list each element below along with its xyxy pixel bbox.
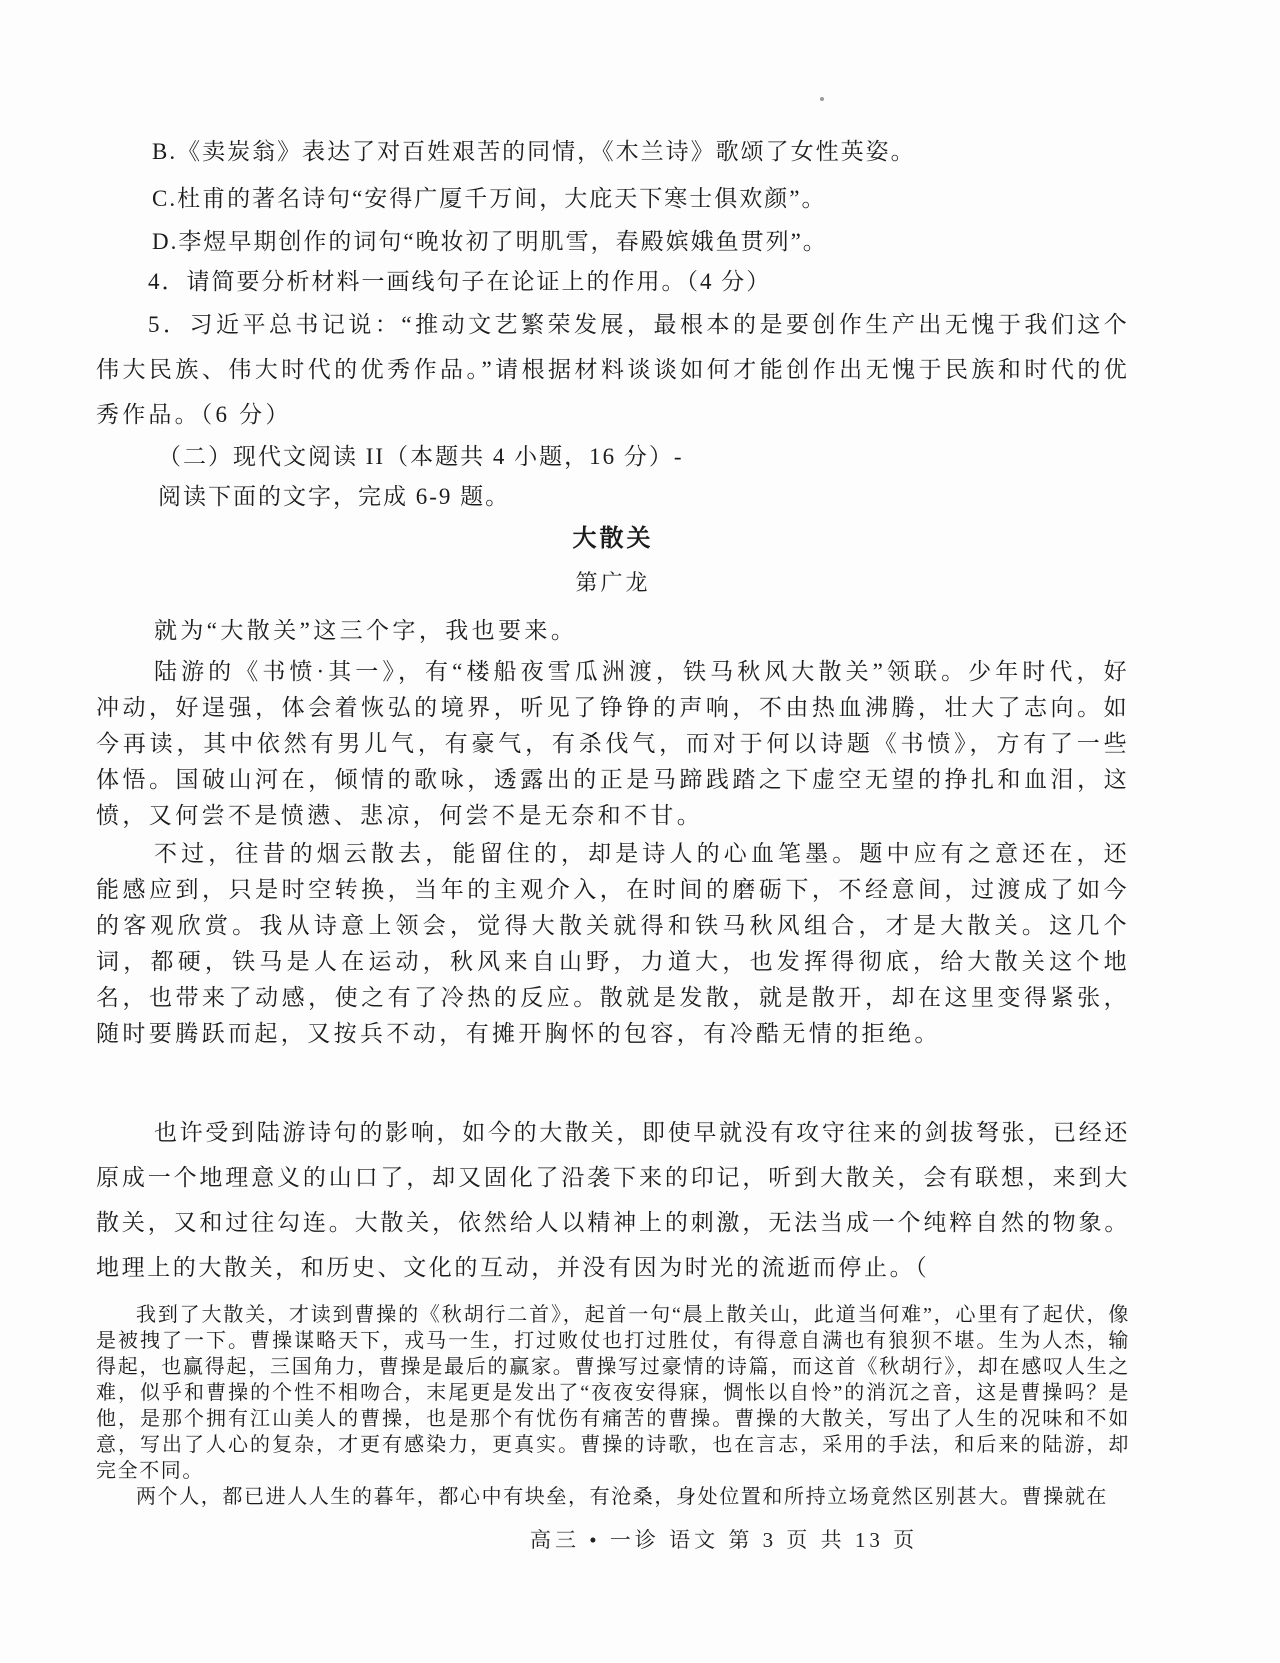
choice-option-b: B.《卖炭翁》表达了对百姓艰苦的同情，《木兰诗》歌颂了女性英姿。	[152, 139, 916, 164]
essay-paragraph-2: 陆游的《书愤·其一》，有“楼船夜雪瓜洲渡，铁马秋风大散关”领联。少年时代，好冲动，好逞强，体会着恢弘的境界，听见了铮铮的声响，不由热血沸腾，壮大了志向。如今再读，其中依然有男儿气，有豪气，有杀伐气，而对于何以诗题《书愤》，方有了一些体悟。国破山河在，倾情的歌咏，透露出的正是马蹄践踏之下虚空无望的挣扎和血泪，这愤，又何尝不是愤懑、悲凉，何尝不是无奈和不甘。	[96, 659, 1130, 828]
page-footer: 高三 • 一诊 语文 第 3 页 共 13 页	[530, 1528, 919, 1552]
essay-paragraph-1: 就为“大散关”这三个字，我也要来。	[154, 618, 578, 643]
essay-paragraph-6: 两个人，都已进人人生的暮年，都心中有块垒，有沧桑，身处位置和所持立场竟然区别甚大。曹操就在	[136, 1486, 1108, 1508]
page-content	[96, 128, 1130, 1510]
essay-paragraph-5: 我到了大散关，才读到曹操的《秋胡行二首》，起首一句“晨上散关山，此道当何难”，心里有了起伏，像是被拽了一下。曹操谋略天下，戎马一生，打过败仗也打过胜仗，有得意自满也有狼狈不堪。生为人杰，输得起，也赢得起，三国角力，曹操是最后的赢家。曹操写过豪情的诗篇，而这首《秋胡行》，却在感叹人生之难，似乎和曹操的个性不相吻合，末尾更是发出了“夜夜安得寐，惆怅以自怜”的消沉之音，这是曹操吗？是他，是那个拥有江山美人的曹操，也是那个有忧伤有痛苦的曹操。曹操的大散关，写出了人生的况味和不如意，写出了人心的复杂，才更有感染力，更真实。曹操的诗歌，也在言志，采用的手法，和后来的陆游，却完全不同。	[96, 1304, 1130, 1482]
essay-paragraph-3: 不过，往昔的烟云散去，能留住的，却是诗人的心血笔墨。题中应有之意还在，还能感应到，只是时空转换，当年的主观介入，在时间的磨砺下，不经意间，过渡成了如今的客观欣赏。我从诗意上领会，觉得大散关就得和铁马秋风组合，才是大散关。这几个词，都硬，铁马是人在运动，秋风来自山野，力道大，也发挥得彻底，给大散关这个地名，也带来了动感，使之有了冷热的反应。散就是发散，就是散开，却在这里变得紧张，随时要腾跃而起，又按兵不动，有摊开胸怀的包容，有冷酷无情的拒绝。	[96, 841, 1130, 1046]
choice-option-d: D.李煜早期创作的词句“晚妆初了明肌雪，春殿嫔娥鱼贯列”。	[152, 229, 828, 254]
essay-paragraph-4: 也许受到陆游诗句的影响，如今的大散关，即使早就没有攻守往来的剑拔弩张，已经还原成一个地理意义的山口了，却又固化了沿袭下来的印记，听到大散关，会有联想，来到大散关，又和过往勾连。大散关，依然给人以精神上的刺激，无法当成一个纯粹自然的物象。地理上的大散关，和历史、文化的互动，并没有因为时光的流逝而停止。（	[96, 1120, 1130, 1280]
question-4: 4．请简要分析材料一画线句子在论证上的作用。（4 分）	[148, 269, 772, 294]
scan-artifact-dot	[820, 97, 824, 101]
reading-instruction: 阅读下面的文字，完成 6-9 题。	[158, 484, 511, 509]
essay-author: 第广龙	[575, 570, 651, 595]
choice-option-c: C.杜甫的著名诗句“安得广厦千万间，大庇天下寒士俱欢颜”。	[152, 186, 827, 211]
section-heading: （二）现代文阅读 II（本题共 4 小题，16 分）-	[158, 444, 684, 469]
essay-title: 大散关	[572, 526, 654, 552]
question-5: 5．习近平总书记说：“推动文艺繁荣发展，最根本的是要创作生产出无愧于我们这个伟大民族、伟大时代的优秀作品。”请根据材料谈谈如何才能创作出无愧于民族和时代的优秀作品。（6 分）	[96, 312, 1130, 427]
